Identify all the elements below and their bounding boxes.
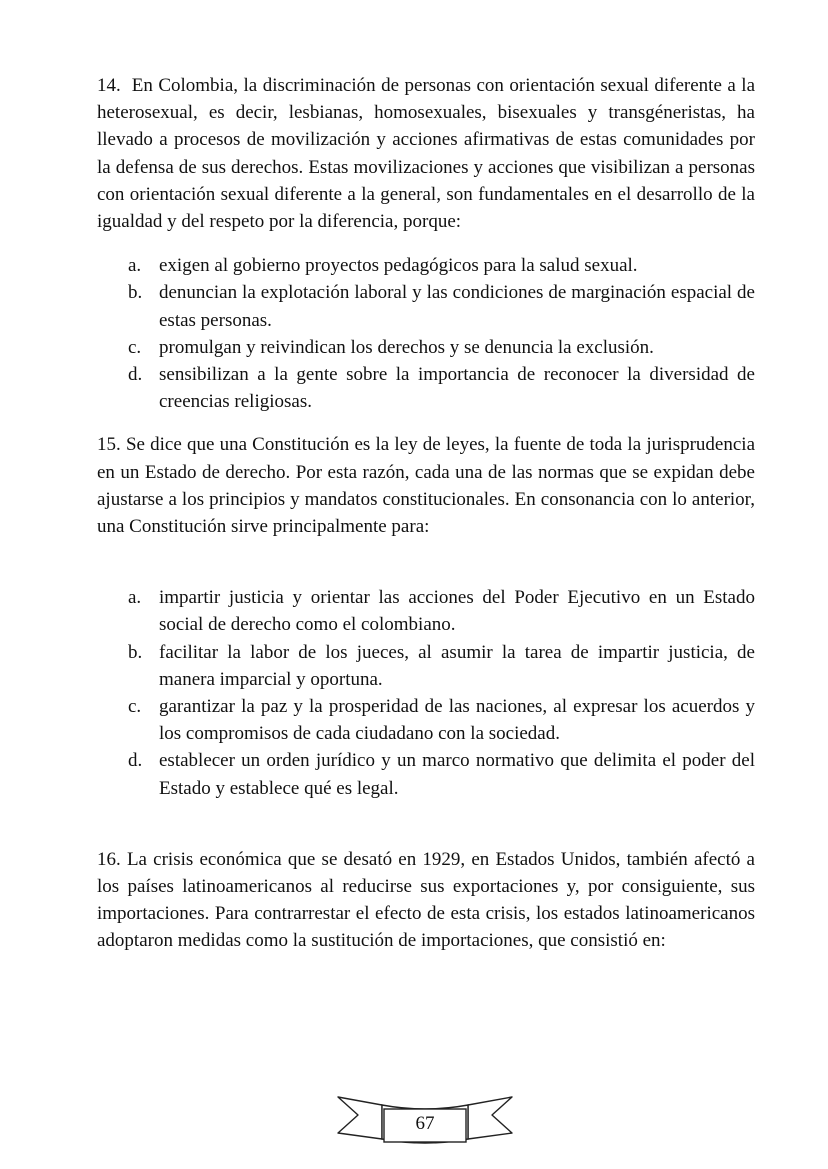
question-number: 16.: [97, 848, 121, 870]
option-letter: d.: [128, 750, 143, 772]
question-text: En Colombia, la discriminación de personas con orientación sexual diferente a la heterosexual, es decir, lesbianas, homosexuales, bisexuales y transgéneristas, ha llevado a procesos de movilización y acciones afirmativas de estas comunidades por la defensa de sus derechos. Estas movilizaciones y acciones que visibilizan a personas con orientación sexual diferente a la general, son fundamentales en el desarrollo de la igualdad y del respeto por la diferencia, porque:: [97, 75, 756, 233]
question-text: La crisis económica que se desató en 1929, en Estados Unidos, también afectó a los países latinoamericanos al reducirse sus exportaciones y, por consiguiente, sus importaciones. Para contrarrestar el efecto de esta crisis, los estados latinoamericanos adoptaron medidas como la sustitución de importaciones, que consistió en:: [97, 848, 755, 952]
option-text: sensibilizan a la gente sobre la importancia de reconocer la diversidad de creencias religiosas.: [159, 364, 755, 413]
page-number: 67: [415, 1113, 435, 1134]
option-item: [128, 584, 755, 638]
option-item: [128, 361, 755, 415]
option-text: establecer un orden jurídico y un marco normativo que delimita el poder del Estado y establece qué es legal.: [159, 750, 755, 799]
document-page: [97, 72, 755, 955]
option-letter: a.: [128, 587, 142, 609]
option-item: [128, 252, 755, 279]
option-item: [128, 279, 755, 333]
option-text: garantizar la paz y la prosperidad de las naciones, al expresar los acuerdos y los compromisos de cada ciudadano con la sociedad.: [159, 696, 755, 745]
question-14-stem: [97, 72, 755, 235]
option-item: [128, 693, 755, 747]
question-number: 14.: [97, 75, 121, 96]
option-item: [128, 334, 755, 361]
option-text: impartir justicia y orientar las acciones del Poder Ejecutivo en un Estado social de derecho como el colombiano.: [159, 587, 755, 636]
option-text: exigen al gobierno proyectos pedagógicos para la salud sexual.: [159, 255, 638, 277]
option-letter: c.: [128, 696, 142, 718]
option-letter: a.: [128, 255, 142, 277]
page-footer: [330, 1093, 520, 1149]
option-letter: c.: [128, 336, 142, 358]
question-text: Se dice que una Constitución es la ley de leyes, la fuente de toda la jurisprudencia en un Estado de derecho. Por esta razón, cada una de las normas que se expidan debe ajustarse a los principios y mandatos constitucionales. En consonancia con lo anterior, una Constitución sirve principalmente para:: [97, 434, 756, 538]
question-14-options: [97, 252, 755, 415]
option-text: facilitar la labor de los jueces, al asumir la tarea de impartir justicia, de manera imparcial y oportuna.: [159, 641, 755, 690]
option-item: [128, 747, 755, 801]
question-15-options: [97, 584, 755, 802]
option-item: [128, 639, 755, 693]
option-letter: b.: [128, 282, 143, 304]
option-text: denuncian la explotación laboral y las condiciones de marginación espacial de estas personas.: [159, 282, 755, 331]
option-text: promulgan y reivindican los derechos y se denuncia la exclusión.: [159, 336, 654, 358]
option-letter: d.: [128, 364, 143, 386]
question-16-stem: [97, 846, 755, 955]
question-15-stem: [97, 431, 755, 540]
question-number: 15.: [97, 434, 121, 456]
option-letter: b.: [128, 641, 143, 663]
